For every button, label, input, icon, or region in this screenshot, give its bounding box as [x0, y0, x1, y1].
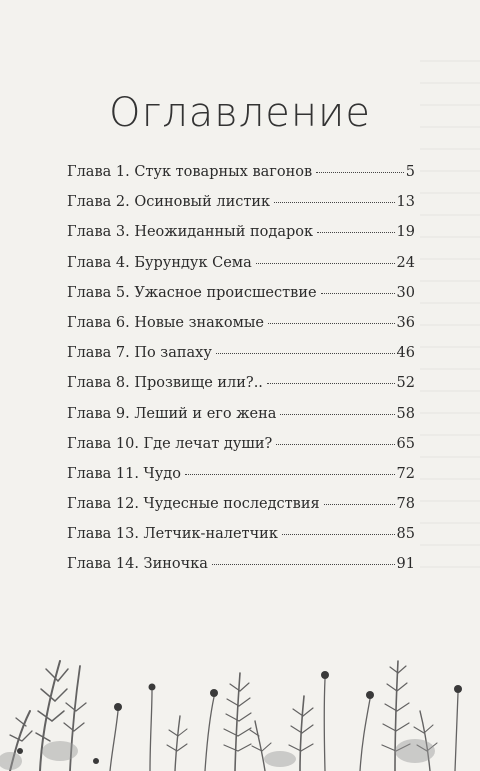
- toc-entry: [67, 285, 415, 315]
- toc-entry-title: Глава 2. Осиновый листик: [67, 194, 271, 211]
- toc-entry: [67, 224, 415, 254]
- dot-leader: [256, 263, 395, 264]
- bleed-through-text: [420, 60, 480, 580]
- toc-entry-page: 46: [396, 345, 415, 362]
- toc-entry-page: 30: [396, 284, 415, 301]
- dot-leader: [268, 323, 395, 324]
- toc-entry-title: Глава 5. Ужасное происшествие: [67, 284, 317, 301]
- toc-entry-title: Глава 10. Где лечат души?: [67, 435, 273, 452]
- toc-entry: [67, 164, 415, 194]
- toc-entry-title: Глава 11. Чудо: [67, 465, 181, 482]
- toc-entry: [67, 194, 415, 224]
- toc-entry: [67, 466, 415, 496]
- dot-leader: [316, 172, 404, 173]
- toc-entry-page: 78: [396, 496, 415, 513]
- toc-entry: [67, 406, 415, 436]
- toc-entry-title: Глава 13. Летчик-налетчик: [67, 526, 278, 543]
- page-title: Оглавление: [109, 90, 371, 136]
- toc-entry-page: 65: [396, 435, 415, 452]
- toc-entry-page: 72: [396, 465, 415, 482]
- plant-illustration: [0, 601, 480, 771]
- dot-leader: [216, 353, 395, 354]
- toc-entry: [67, 315, 415, 345]
- dot-leader: [185, 474, 395, 475]
- dot-leader: [280, 414, 394, 415]
- table-of-contents: [67, 164, 415, 587]
- toc-entry-page: 36: [396, 314, 415, 331]
- dot-leader: [321, 293, 395, 294]
- toc-entry-title: Глава 1. Стук товарных вагонов: [67, 164, 313, 180]
- toc-entry-page: 5: [405, 164, 415, 180]
- toc-entry-page: 85: [396, 526, 415, 543]
- dot-leader: [282, 534, 395, 535]
- toc-entry-page: 58: [396, 405, 415, 422]
- toc-entry: [67, 556, 415, 586]
- toc-entry-page: 52: [396, 375, 415, 392]
- dot-leader: [276, 444, 394, 445]
- toc-entry: [67, 375, 415, 405]
- dot-leader: [324, 504, 395, 505]
- toc-entry-page: 13: [396, 194, 415, 211]
- toc-entry-title: Глава 3. Неожиданный подарок: [67, 224, 314, 241]
- toc-entry-title: Глава 14. Зиночка: [67, 556, 208, 573]
- dot-leader: [267, 383, 395, 384]
- toc-entry-title: Глава 4. Бурундук Сема: [67, 254, 252, 271]
- toc-entry-title: Глава 6. Новые знакомые: [67, 314, 264, 331]
- toc-entry: [67, 436, 415, 466]
- toc-entry-title: Глава 12. Чудесные последствия: [67, 496, 320, 513]
- toc-entry: [67, 526, 415, 556]
- toc-entry: [67, 345, 415, 375]
- dot-leader: [317, 232, 395, 233]
- toc-entry-page: 91: [396, 556, 415, 573]
- toc-entry: [67, 255, 415, 285]
- dot-leader: [274, 202, 394, 203]
- toc-entry-title: Глава 7. По запаху: [67, 345, 212, 362]
- toc-entry-title: Глава 8. Прозвище или?..: [67, 375, 263, 392]
- dot-leader: [212, 564, 395, 565]
- toc-entry-title: Глава 9. Леший и его жена: [67, 405, 277, 422]
- toc-entry-page: 24: [396, 254, 415, 271]
- toc-entry-page: 19: [396, 224, 415, 241]
- toc-entry: [67, 496, 415, 526]
